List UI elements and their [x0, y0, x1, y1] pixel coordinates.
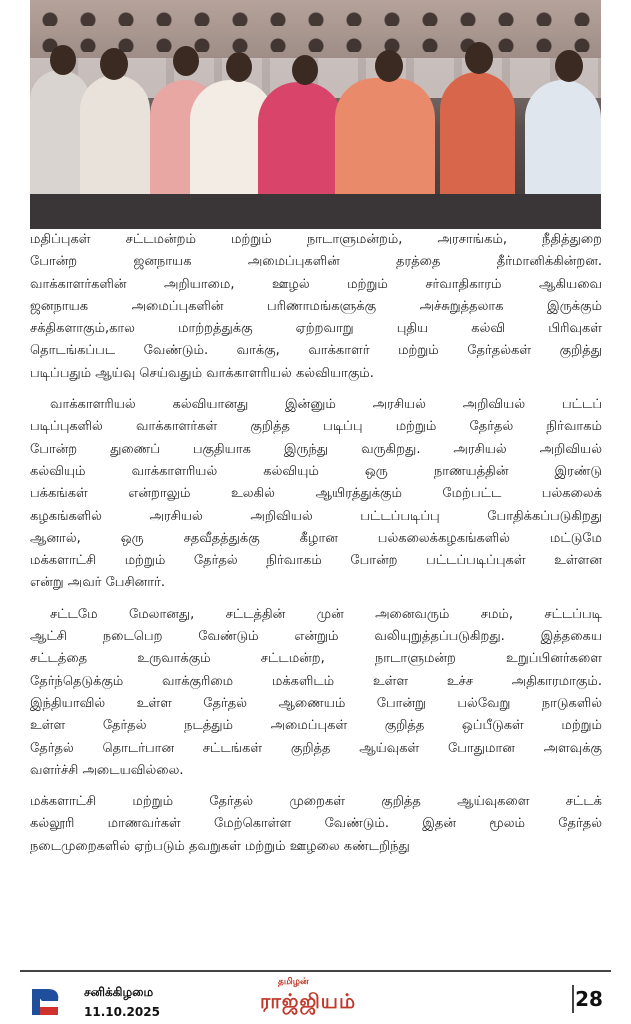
person-3-head — [173, 46, 199, 76]
footer-date: 11.10.2025 — [84, 1005, 160, 1019]
article-line: ஆட்சி நடைபெற வேண்டும் என்றும் வலியுறுத்தப்படுகிறது. இத்தகைய — [30, 629, 602, 645]
person-5-head — [292, 55, 318, 85]
masthead — [260, 977, 380, 1021]
article-line: பக்கங்கள் என்றாலும் உலகில் ஆயிரத்துக்கும் மேற்பட்ட பல்கலைக் — [30, 486, 602, 502]
article-line: படிப்பதும் ஆய்வு செய்வதும் வாக்காளரியல் கல்வியாகும். — [30, 365, 374, 381]
article-line: வாக்காளர்களின் அறியாமை, ஊழல் மற்றும் சர்வாதிகாரம் ஆகியவை — [30, 276, 602, 292]
article-line: கல்லூரி மாணவர்கள் மேற்கொள்ள வேண்டும். இதன் மூலம் தேர்தல் — [30, 816, 602, 832]
person-1-head — [50, 45, 76, 75]
floor — [30, 194, 601, 229]
article-line: கல்வியும் வாக்காளரியல் கல்வியும் ஒரு நாணயத்தின் இரண்டு — [30, 463, 602, 479]
article-line: போன்ற ஜனநாயக அமைப்புகளின் தரத்தை தீர்மானிக்கின்றன. — [30, 254, 602, 270]
person-5 — [258, 82, 343, 210]
article-line: சட்டமே மேலானது, சட்டத்தின் முன் அனைவரும் சமம், சட்டப்படி — [50, 606, 602, 622]
article-line: சட்டத்தை உருவாக்கும் சட்டமன்ற, நாடாளுமன்ற உறுப்பினர்களை — [30, 651, 602, 667]
article-line: வாக்காளரியல் கல்வியானது இன்னும் அரசியல் அறிவியல் பட்டப் — [50, 397, 602, 413]
article-line: மதிப்புகள் சட்டமன்றம் மற்றும் நாடாளுமன்றம், அரசாங்கம், நீதித்துறை — [30, 232, 602, 247]
article-line: மக்களாட்சி மற்றும் தேர்தல் நிர்வாகம் போன்ற பட்டப்படிப்புகள் உள்ளன — [30, 553, 602, 569]
article-line: நடைமுறைகளில் ஏற்படும் தவறுகள் மற்றும் ஊழலை கண்டறிந்து — [30, 838, 410, 854]
article-line: மக்களாட்சி மற்றும் தேர்தல் முறைகள் குறித்த ஆய்வுகளை சட்டக் — [30, 794, 602, 810]
article-line: தொடங்கப்பட வேண்டும். வாக்கு, வாக்காளர் மற்றும் தேர்தல்கள் குறித்து — [30, 343, 602, 359]
person-2-head — [100, 48, 128, 80]
article-line: தேர்ந்தெடுக்கும் வாக்குரிமை மக்களிடம் உள்ள உச்ச அதிகாரமாகும். — [30, 673, 602, 689]
article-line: வளர்ச்சி அடையவில்லை. — [30, 762, 184, 778]
person-8-head — [555, 50, 583, 82]
article-line: படிப்புகளில் வாக்காளர்கள் குறித்த படிப்பு மற்றும் தேர்தல் நிர்வாகம் — [30, 419, 602, 435]
article-line: இந்தியாவில் உள்ள தேர்தல் ஆணையம் போன்று பல்வேறு நாடுகளில் — [30, 695, 602, 711]
person-7-head — [465, 42, 493, 74]
article-paragraph — [30, 604, 602, 782]
masthead-title: ராஜ்ஜியம் — [260, 989, 357, 1013]
paragraph-gap — [30, 595, 602, 604]
article-line: என்று அவர் பேசினார். — [30, 575, 165, 591]
article-paragraph — [30, 229, 602, 385]
article-line: போன்ற துணைப் பகுதியாக இருந்து வருகிறது. அரசியல் அறிவியல் — [30, 441, 602, 457]
article-photo — [30, 0, 601, 229]
page-number: 28 — [572, 985, 604, 1013]
person-2 — [80, 75, 150, 210]
masthead-small: தமிழன் — [278, 977, 309, 987]
publisher-logo-icon — [28, 985, 62, 1017]
paragraph-gap — [30, 782, 602, 791]
page-footer — [0, 955, 631, 1024]
footer-day: சனிக்கிழமை — [84, 985, 154, 999]
article-line: ஆனால், ஒரு சதவீதத்துக்கு கீழான பல்கலைக்கழகங்களில் மட்டுமே — [30, 530, 602, 546]
article-line: சக்திகளாகும்,கால மாற்றத்துக்கு ஏற்றவாறு புதிய கல்வி பிரிவுகள் — [30, 321, 602, 337]
person-4-head — [226, 52, 252, 82]
article-paragraph — [30, 394, 602, 595]
article-line: தேர்தல் தொடர்பான சட்டங்கள் குறித்த ஆய்வுகள் போதுமான அளவுக்கு — [30, 740, 602, 756]
paragraph-gap — [30, 385, 602, 394]
article-body — [30, 229, 602, 858]
article-paragraph — [30, 791, 602, 858]
article-line: கழகங்களில் அரசியல் அறிவியல் பட்டப்படிப்பு போதிக்கப்படுகிறது — [30, 508, 602, 524]
footer-rule — [20, 970, 611, 972]
person-6-head — [375, 50, 403, 82]
article-line: உள்ள தேர்தல் நடத்தும் அமைப்புகள் குறித்த ஒப்பீடுகள் மற்றும் — [30, 718, 602, 734]
article-line: ஜனநாயக அமைப்புகளின் பரிணாமங்களுக்கு அச்சுறுத்தலாக இருக்கும் — [30, 298, 602, 314]
